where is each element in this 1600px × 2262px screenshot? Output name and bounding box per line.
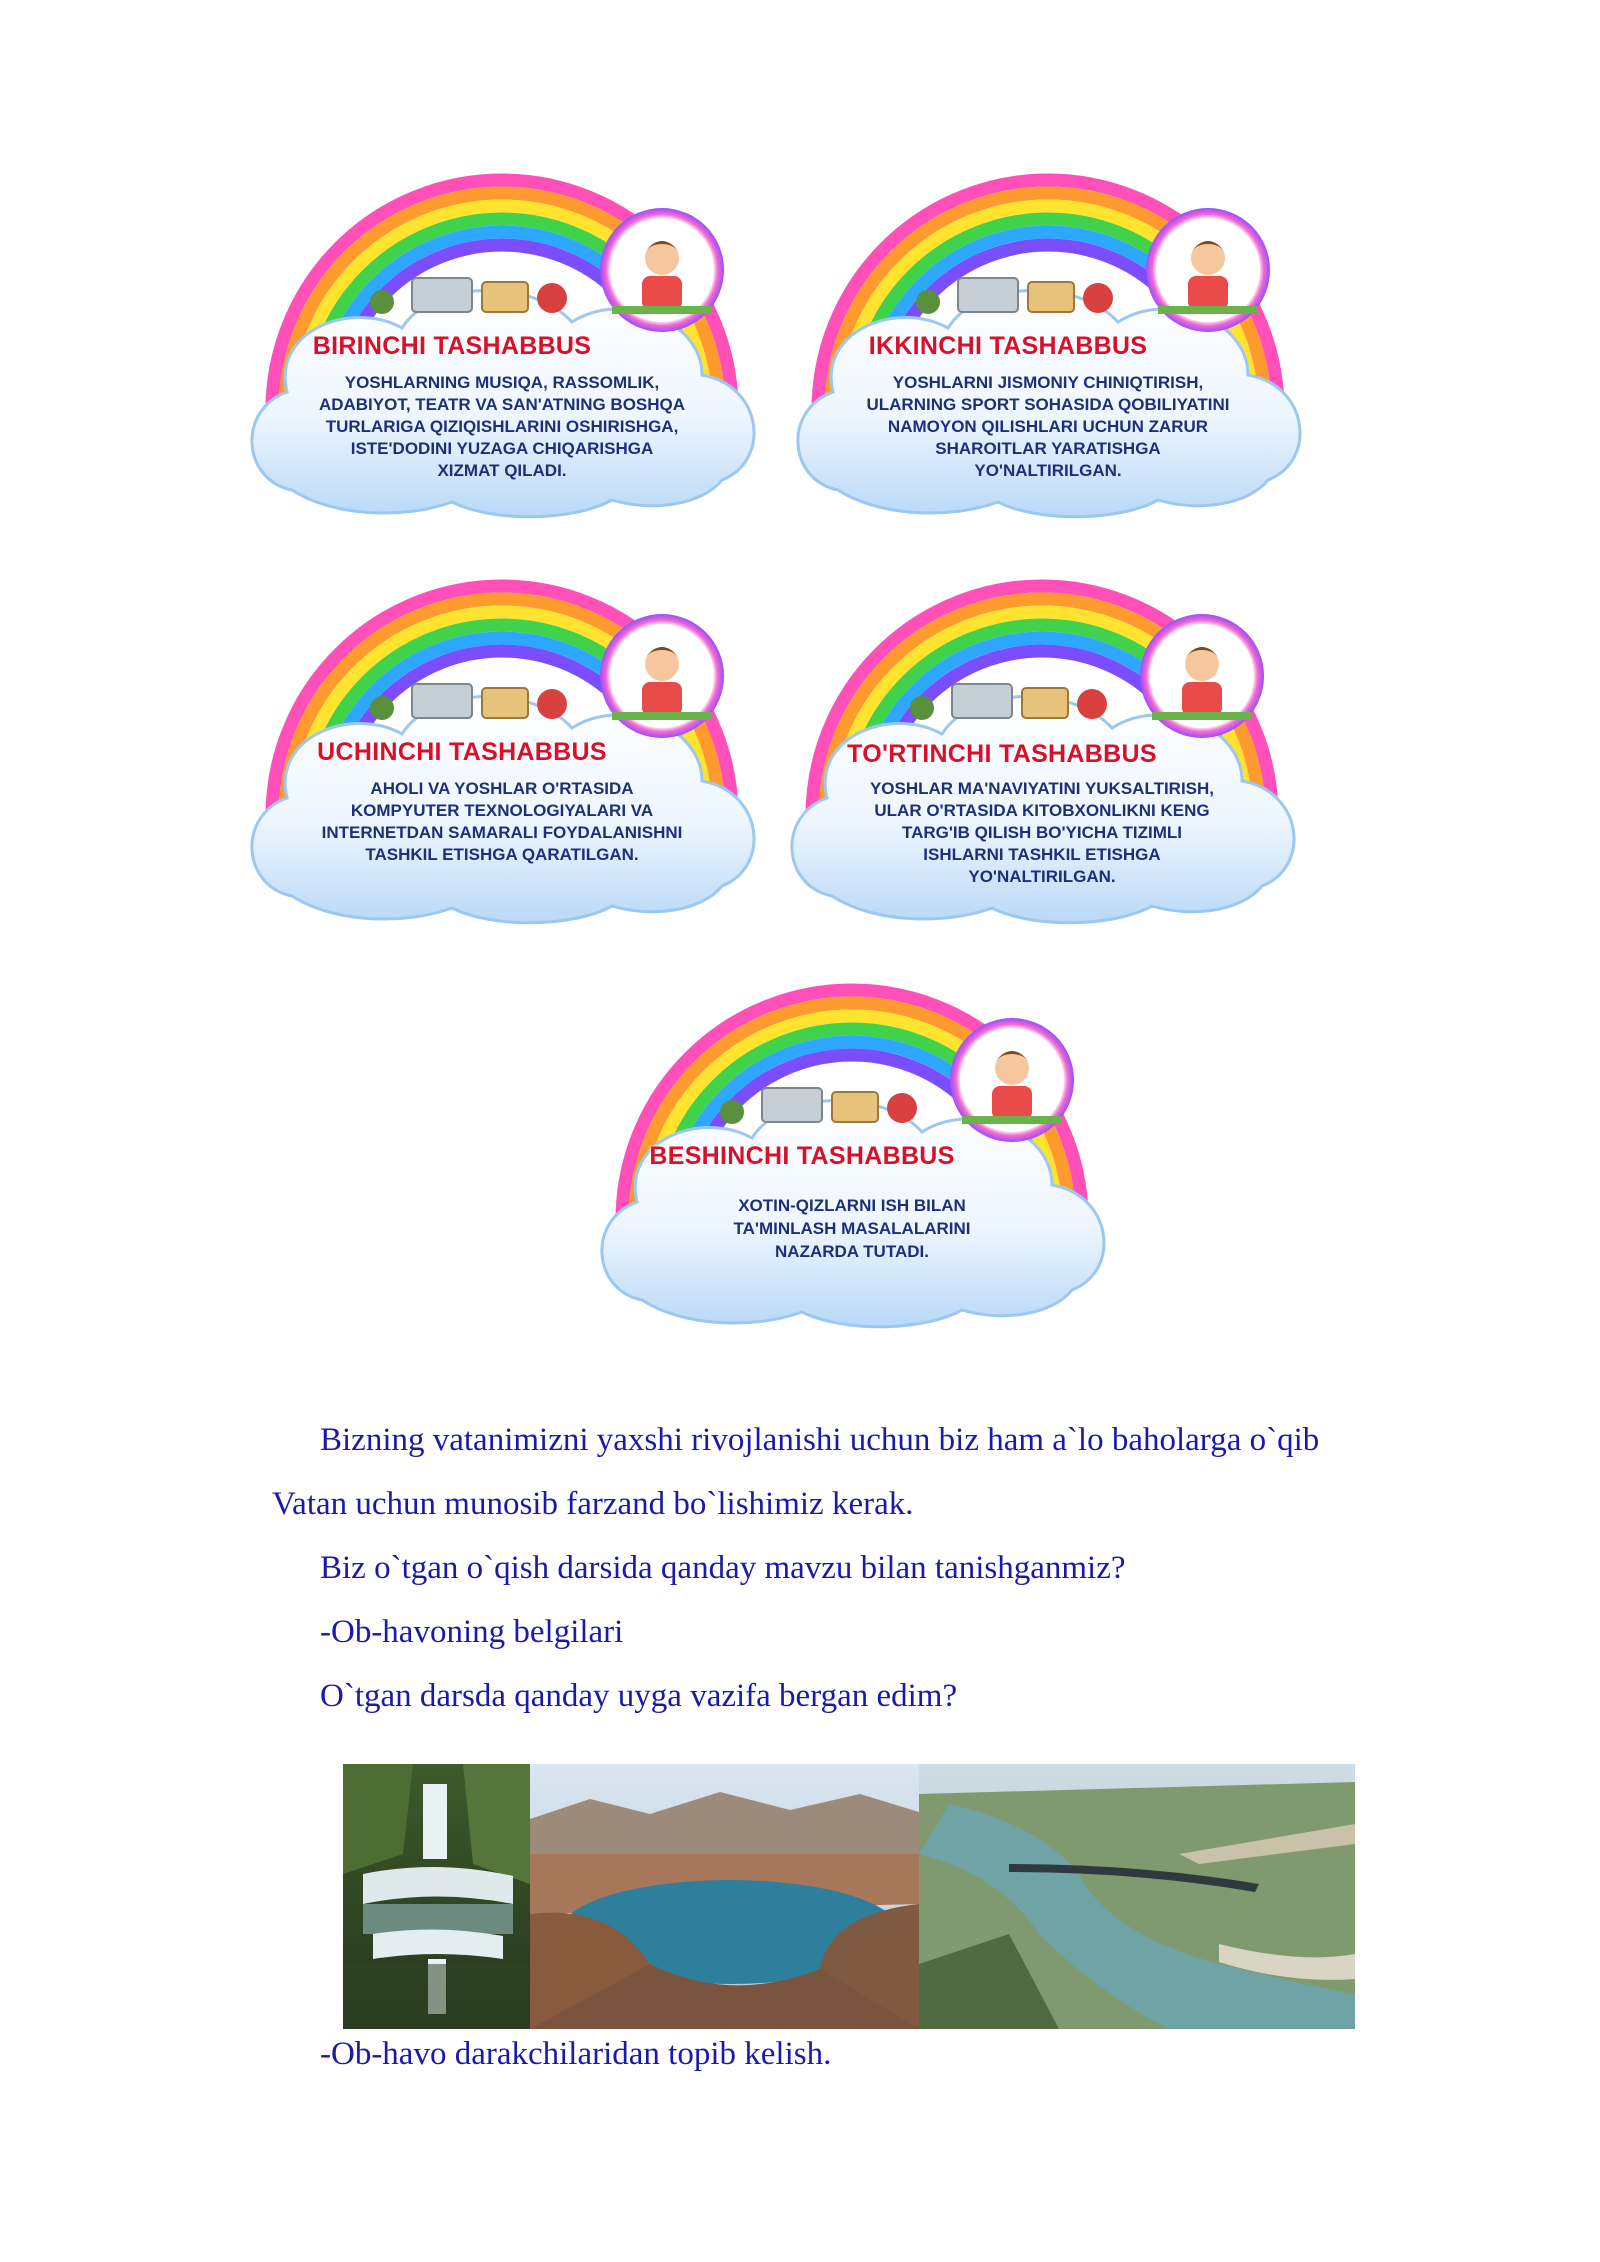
waterfall-photo [343,1764,530,2029]
initiative-title: IKKINCHI TASHABBUS [868,332,1148,360]
landscape-photo-strip [343,1764,1355,2029]
question-homework: O`tgan darsda qanday uyga vazifa bergan edim? [320,1678,958,1714]
question-previous-topic: Biz o`tgan o`qish darsida qanday mavzu bilan tanishganmiz? [320,1550,1126,1586]
answer-homework: -Ob-havo darakchilaridan topib kelish. [320,2036,832,2072]
initiative-description: YOSHLARNING MUSIQA, RASSOMLIK, ADABIYOT, TEATR VA SAN'ATNING BOSHQA TURLARIGA QIZIQISHLARINI OSHIRISHGA, ISTE'DODINI YUZAGA CHIQARISHGA XIZMAT QILADI. [318,373,686,480]
initiative-title: UCHINCHI TASHABBUS [317,738,607,766]
mountain-lake-photo [530,1764,919,2029]
river-bridge-photo [919,1764,1355,2029]
answer-previous-topic: -Ob-havoning belgilari [320,1614,624,1650]
initiative-title: TO'RTINCHI TASHABBUS [847,740,1157,768]
initiative-card-1 [232,160,772,520]
initiative-description: XOTIN-QIZLARNI ISH BILAN TA'MINLASH MASALALARINI NAZARDA TUTADI. [733,1196,971,1261]
initiative-title: BESHINCHI TASHABBUS [649,1142,955,1170]
paragraph-line-2: Vatan uchun munosib farzand bo`lishimiz kerak. [272,1486,914,1522]
initiative-card-3 [232,566,772,926]
initiative-description: AHOLI VA YOSHLAR O'RTASIDA KOMPYUTER TEXNOLOGIYALARI VA INTERNETDAN SAMARALI FOYDALANISHNI TASHKIL ETISHGA QARATILGAN. [321,779,683,864]
initiative-card-2 [778,160,1318,520]
initiative-card-5 [582,970,1122,1330]
initiative-card-4 [772,566,1312,926]
initiative-description: YOSHLARNI JISMONIY CHINIQTIRISH, ULARNING SPORT SOHASIDA QOBILIYATINI NAMOYON QILISHLARI UCHUN ZARUR SHAROITLAR YARATISHGA YO'NALTIRILGAN. [866,373,1230,480]
initiative-title: BIRINCHI TASHABBUS [312,332,592,360]
initiative-description: YOSHLAR MA'NAVIYATINI YUKSALTIRISH, ULAR O'RTASIDA KITOBXONLIKNI KENG TARG'IB QILISH BO'YICHA TIZIMLI ISHLARNI TASHKIL ETISHGA YO'NALTIRILGAN. [869,779,1215,886]
paragraph-line-1: Bizning vatanimizni yaxshi rivojlanishi uchun biz ham a`lo baholarga o`qib [320,1422,1320,1458]
